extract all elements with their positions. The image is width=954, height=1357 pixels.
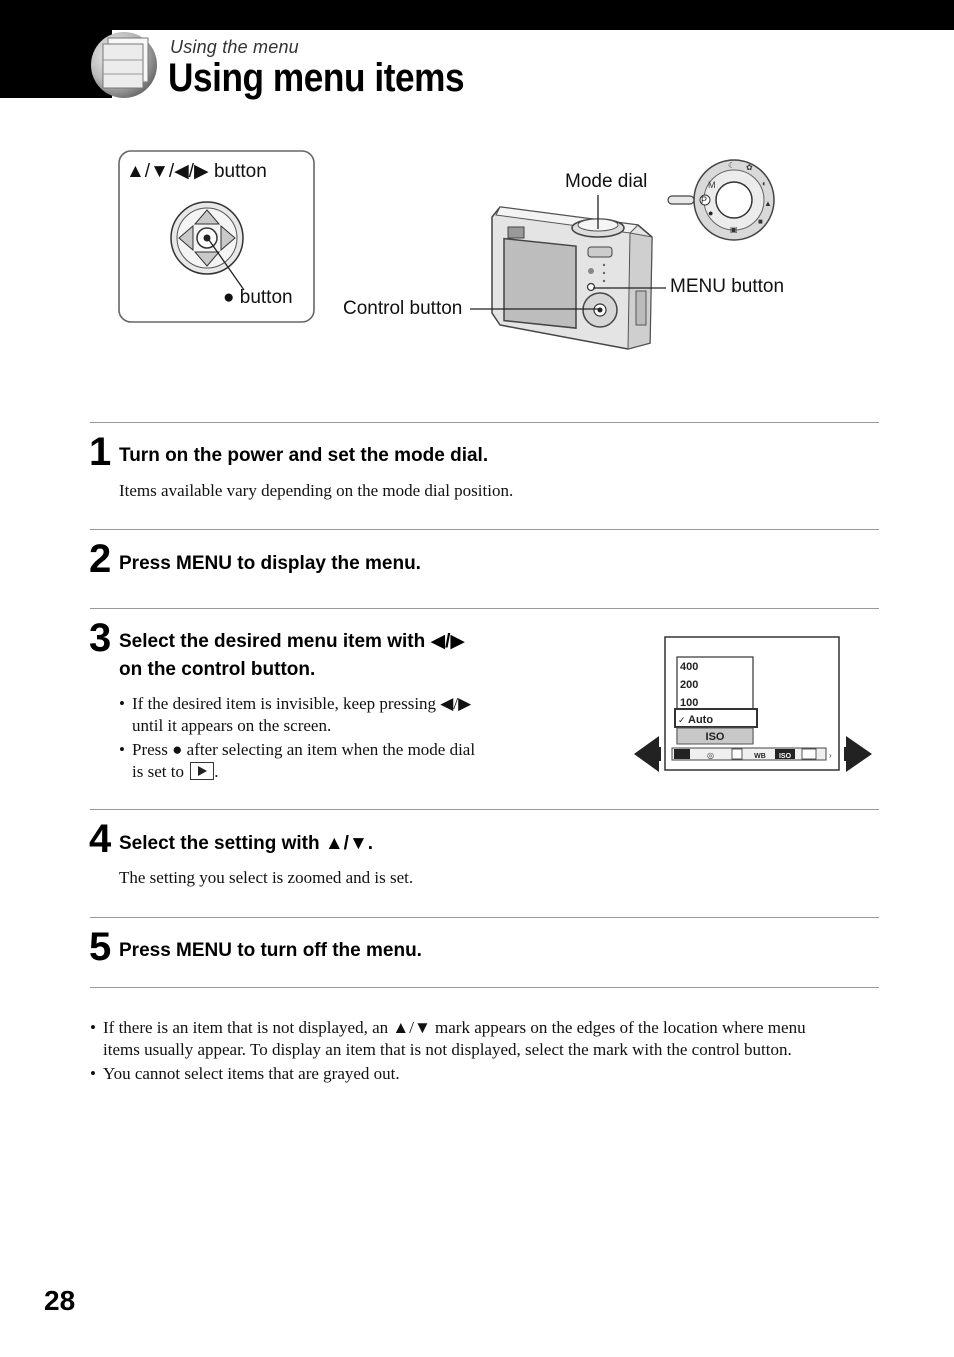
flash-icon bbox=[732, 749, 742, 759]
control-button-label: Control button bbox=[343, 298, 463, 319]
step-text: Items available vary depending on the mode dial position. bbox=[119, 481, 514, 500]
chevron-right-icon: › bbox=[829, 751, 832, 760]
center-button-label: ● button bbox=[223, 287, 293, 308]
camera-illustration bbox=[470, 195, 670, 355]
step-number: 4 bbox=[89, 817, 112, 861]
step-number: 5 bbox=[89, 925, 112, 969]
step-heading: Press MENU to display the menu. bbox=[119, 553, 421, 574]
svg-text:P: P bbox=[700, 195, 708, 205]
step-heading: on the control button. bbox=[119, 659, 316, 680]
menu-title: ISO bbox=[705, 731, 725, 743]
bullet-item: • Press ● after selecting an item when the mode dial bbox=[119, 740, 476, 759]
bar-item: WB bbox=[754, 753, 766, 760]
playback-mode-icon bbox=[190, 762, 214, 780]
menu-button-label: MENU button bbox=[670, 276, 785, 297]
menu-option: 200 bbox=[680, 679, 699, 691]
step-text: The setting you select is zoomed and is set. bbox=[119, 868, 414, 887]
menu-option: 100 bbox=[680, 697, 699, 709]
mode-dial-leader bbox=[590, 195, 610, 235]
control-pad-icon bbox=[171, 202, 243, 274]
svg-text:M: M bbox=[708, 180, 716, 190]
step-number: 1 bbox=[89, 430, 112, 474]
divider bbox=[90, 608, 879, 609]
bullet-item-continued: is set to . bbox=[132, 762, 219, 781]
page-title: Using menu items bbox=[168, 56, 465, 100]
divider bbox=[90, 422, 879, 423]
bullet-item-continued: until it appears on the screen. bbox=[132, 716, 332, 735]
svg-text:✿: ✿ bbox=[746, 163, 753, 172]
divider bbox=[90, 529, 879, 530]
step-heading: Turn on the power and set the mode dial. bbox=[119, 445, 489, 466]
right-arrow-icon bbox=[844, 736, 872, 772]
svg-text:▲: ▲ bbox=[764, 199, 772, 208]
svg-text:■: ■ bbox=[758, 217, 763, 226]
step-heading: Press MENU to turn off the menu. bbox=[119, 940, 422, 961]
arrow-button-label: ▲/▼/◀/▶ button bbox=[126, 161, 267, 182]
header-bar bbox=[0, 0, 954, 30]
divider bbox=[90, 917, 879, 918]
step-heading: Select the setting with ▲/▼. bbox=[119, 833, 374, 854]
menu-option: 400 bbox=[680, 661, 699, 673]
mode-dial-closeup bbox=[664, 156, 780, 242]
section-label: Using the menu bbox=[170, 37, 299, 57]
svg-text:◐: ◐ bbox=[762, 179, 767, 188]
bar-item: ISO bbox=[778, 753, 792, 760]
scene-icon: ◎ bbox=[707, 751, 714, 760]
svg-text:☾: ☾ bbox=[728, 161, 736, 170]
chapter-tab-icon bbox=[88, 30, 158, 100]
svg-text:▣: ▣ bbox=[730, 225, 738, 234]
check-icon: ✓ bbox=[678, 715, 686, 725]
note-item-continued: items usually appear. To display an item that is not displayed, select the mark with the control button. bbox=[103, 1040, 792, 1059]
bullet-item: • If the desired item is invisible, keep pressing ◀/▶ bbox=[119, 694, 472, 713]
menu-screen-illustration bbox=[632, 636, 874, 774]
note-item: • You cannot select items that are grayed out. bbox=[90, 1064, 400, 1083]
note-item: • If there is an item that is not displayed, an ▲/▼ mark appears on the edges of the location where menu bbox=[90, 1018, 806, 1037]
svg-text:●: ● bbox=[708, 208, 714, 218]
step-number: 2 bbox=[89, 537, 112, 581]
step-number: 3 bbox=[89, 616, 112, 660]
divider bbox=[90, 809, 879, 810]
menu-button-leader bbox=[590, 285, 670, 295]
menu-option-selected: Auto bbox=[688, 714, 714, 726]
control-button-leader bbox=[470, 305, 602, 315]
divider bbox=[90, 987, 879, 988]
page-number: 28 bbox=[44, 1285, 76, 1316]
step-heading: Select the desired menu item with ◀/▶ bbox=[119, 631, 465, 652]
ev-icon bbox=[674, 749, 690, 759]
left-arrow-icon bbox=[634, 736, 661, 772]
mode-dial-label: Mode dial bbox=[565, 171, 648, 192]
